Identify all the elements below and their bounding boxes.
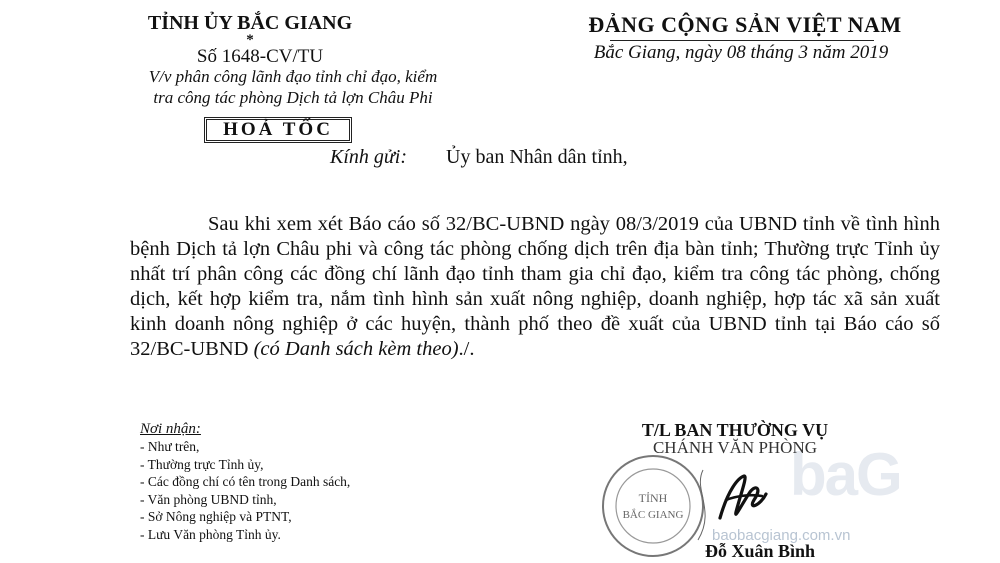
document-number: Số 1648-CV/TU <box>196 46 324 67</box>
watermark-site: baobacgiang.com.vn <box>712 527 851 544</box>
signer-name: Đỗ Xuân Bình <box>704 541 816 561</box>
handwritten-signature-icon <box>706 470 776 532</box>
body-end-mark: ./. <box>458 338 475 360</box>
seal-text-top: TỈNH <box>638 491 668 505</box>
watermark-logo: baG <box>790 441 901 508</box>
list-item: - Sở Nông nghiệp và PTNT, <box>140 509 292 524</box>
subject-line-1: V/v phân công lãnh đạo tỉnh chỉ đạo, kiểm <box>148 67 438 86</box>
recipient-label: Kính gửi: <box>330 146 408 168</box>
list-item: - Văn phòng UBND tỉnh, <box>140 491 277 507</box>
distribution-list <box>140 438 350 543</box>
urgency-stamp: HOẢ TỐC <box>204 117 352 143</box>
list-item: - Thường trực Tỉnh ủy, <box>140 456 264 472</box>
issuer-name: TỈNH ỦY BẮC GIANG <box>147 12 353 34</box>
issuer-star: * <box>246 32 254 48</box>
party-name: ĐẢNG CỘNG SẢN VIỆT NAM <box>588 12 902 37</box>
list-item: - Lưu Văn phòng Tỉnh ủy. <box>140 526 281 542</box>
body-text: Sau khi xem xét Báo cáo số 32/BC-UBND ngày 08/3/2019 của UBND tỉnh về tình hình bệnh Dịch tả lợn Châu phi và công tác phòng chống dịch trên địa bàn tỉnh; Thường trực Tỉnh ủy nhất trí phân công các đồng chí lãnh đạo tỉnh tham gia chỉ đạo, kiểm tra công tác phòng, chống dịch, kết hợp kiểm tra, nắm tình hình sản xuất nông nghiệp, doanh nghiệp, hợp tác xã sản xuất kinh doanh nông nghiệp ở các huyện, thành phố theo đề xuất của UBND tỉnh tại Báo cáo số 32/BC-UBND <box>130 213 940 360</box>
place-date: Bắc Giang, ngày 08 tháng 3 năm 2019 <box>593 42 889 63</box>
signature-title-1: T/L BAN THƯỜNG VỤ <box>641 420 829 440</box>
document-body <box>130 212 940 362</box>
seal-text-bottom: BẮC GIANG <box>622 509 684 521</box>
list-item: - Các đồng chí có tên trong Danh sách, <box>140 474 351 489</box>
list-item: - Như trên, <box>140 439 200 454</box>
document-subject <box>108 66 478 108</box>
recipient-name: Ủy ban Nhân dân tỉnh, <box>446 146 628 168</box>
subject-line-2: tra công tác phòng Dịch tả lợn Châu Phi <box>153 88 433 107</box>
signature-title-2: CHÁNH VĂN PHÒNG <box>652 438 818 457</box>
distribution-title: Nơi nhận: <box>140 421 201 437</box>
body-italic-tail: (có Danh sách kèm theo) <box>253 338 459 360</box>
party-underline <box>610 40 874 41</box>
